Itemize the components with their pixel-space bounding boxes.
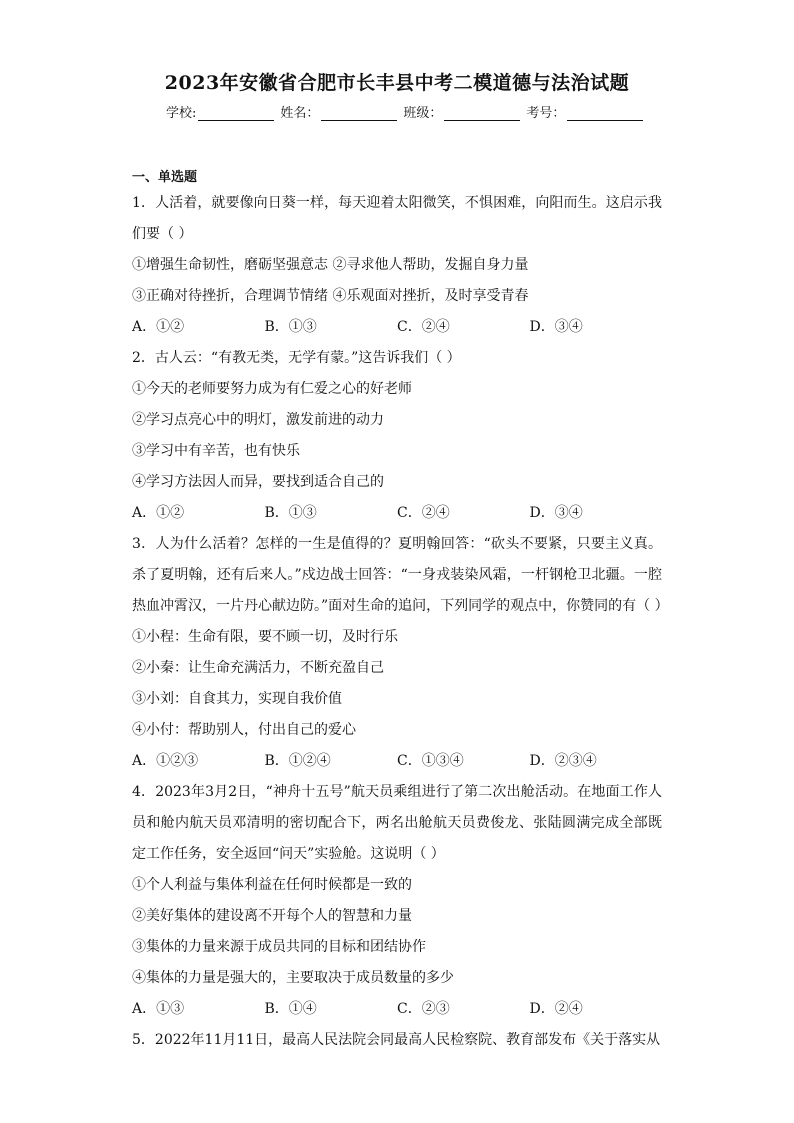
choice-row (132, 994, 662, 1025)
statement: ③集体的力量来源于成员共同的目标和团结协作 (132, 939, 426, 955)
info-blank-line[interactable] (444, 106, 520, 121)
answer-choice[interactable]: C．②④ (397, 319, 450, 335)
question-list (132, 188, 669, 1056)
statement: ③小刘：自食其力，实现自我价值 (132, 691, 342, 707)
answer-choice[interactable]: C．②③ (397, 1001, 450, 1017)
info-blank-line[interactable] (321, 106, 397, 121)
question (132, 777, 662, 1025)
info-label: 姓名： (280, 106, 320, 121)
answer-choice[interactable]: D．②③④ (529, 753, 597, 769)
question-text: 4．2023年3月2日，“神舟十五号”航天员乘组进行了第二次出舱活动。在地面工作人员和舱内航天员邓清明的密切配合下，两名出舱航天员费俊龙、张陆圆满完成全部既定工作任务，安全返回“问天”实验舱。这说明（ ） (132, 784, 662, 862)
question-text: 3．人为什么活着？怎样的一生是值得的？夏明翰回答：“砍头不要紧，只要主义真。杀了夏明翰，还有后来人。”戍边战士回答：“一身戎装染风霜，一杆钢枪卫北疆。一腔热血冲霄汉，一片丹心献边防。”面对生命的追问，下列同学的观点中，你赞同的有（ ） (132, 536, 669, 614)
statement: ③学习中有辛苦，也有快乐 (132, 443, 300, 459)
question-text: 1．人活着，就要像向日葵一样，每天迎着太阳微笑，不惧困难，向阳而生。这启示我们要（ ） (132, 195, 662, 242)
info-blank-line[interactable] (567, 106, 643, 121)
question (132, 188, 662, 343)
info-label: 考号： (526, 106, 566, 121)
statement: ②学习点亮心中的明灯，激发前进的动力 (132, 412, 384, 428)
answer-choice[interactable]: C．①③④ (397, 753, 464, 769)
answer-choice[interactable]: B．①③ (264, 319, 317, 335)
answer-choice[interactable]: A．①② (132, 319, 185, 335)
answer-choice[interactable]: A．①②③ (132, 753, 199, 769)
answer-choice[interactable]: C．②④ (397, 505, 450, 521)
question (132, 1025, 662, 1056)
statement: ③正确对待挫折，合理调节情绪 ④乐观面对挫折，及时享受青春 (132, 288, 529, 304)
page-title: 2023年安徽省合肥市长丰县中考二模道德与法治试题 (164, 72, 630, 94)
info-label: 班级： (403, 106, 443, 121)
statement: ④集体的力量是强大的，主要取决于成员数量的多少 (132, 970, 454, 986)
answer-choice[interactable]: D．③④ (529, 505, 583, 521)
statement: ①个人利益与集体利益在任何时候都是一致的 (132, 877, 412, 893)
statement: ④学习方法因人而异，要找到适合自己的 (132, 474, 384, 490)
student-info-row (166, 102, 649, 121)
question-text: 2．古人云：“有教无类，无学有蒙。”这告诉我们（ ） (132, 350, 461, 366)
question (132, 343, 662, 529)
statement: ②小秦：让生命充满活力，不断充盈自己 (132, 660, 384, 676)
question-text: 5．2022年11月11日，最高人民法院会同最高人民检察院、教育部发布《关于落实从 (132, 1032, 661, 1048)
info-label: 学校: (166, 106, 197, 121)
question (132, 529, 669, 777)
answer-choice[interactable]: B．①②④ (264, 753, 331, 769)
statement: ①今天的老师要努力成为有仁爱之心的好老师 (132, 381, 412, 397)
answer-choice[interactable]: D．②④ (529, 1001, 583, 1017)
section-heading: 一、单选题 (132, 170, 198, 185)
answer-choice[interactable]: A．①② (132, 505, 185, 521)
answer-choice[interactable]: A．①③ (132, 1001, 185, 1017)
choice-row (132, 312, 662, 343)
statement: ②美好集体的建设离不开每个人的智慧和力量 (132, 908, 412, 924)
statement: ④小付：帮助别人，付出自己的爱心 (132, 722, 356, 738)
answer-choice[interactable]: B．①③ (264, 505, 317, 521)
info-blank-line[interactable] (198, 106, 274, 121)
answer-choice[interactable]: B．①④ (264, 1001, 317, 1017)
choice-row (132, 498, 662, 529)
choice-row (132, 746, 662, 777)
statement: ①小程：生命有限，要不顾一切，及时行乐 (132, 629, 398, 645)
statement: ①增强生命韧性，磨砺坚强意志 ②寻求他人帮助，发掘自身力量 (132, 257, 529, 273)
answer-choice[interactable]: D．③④ (529, 319, 583, 335)
